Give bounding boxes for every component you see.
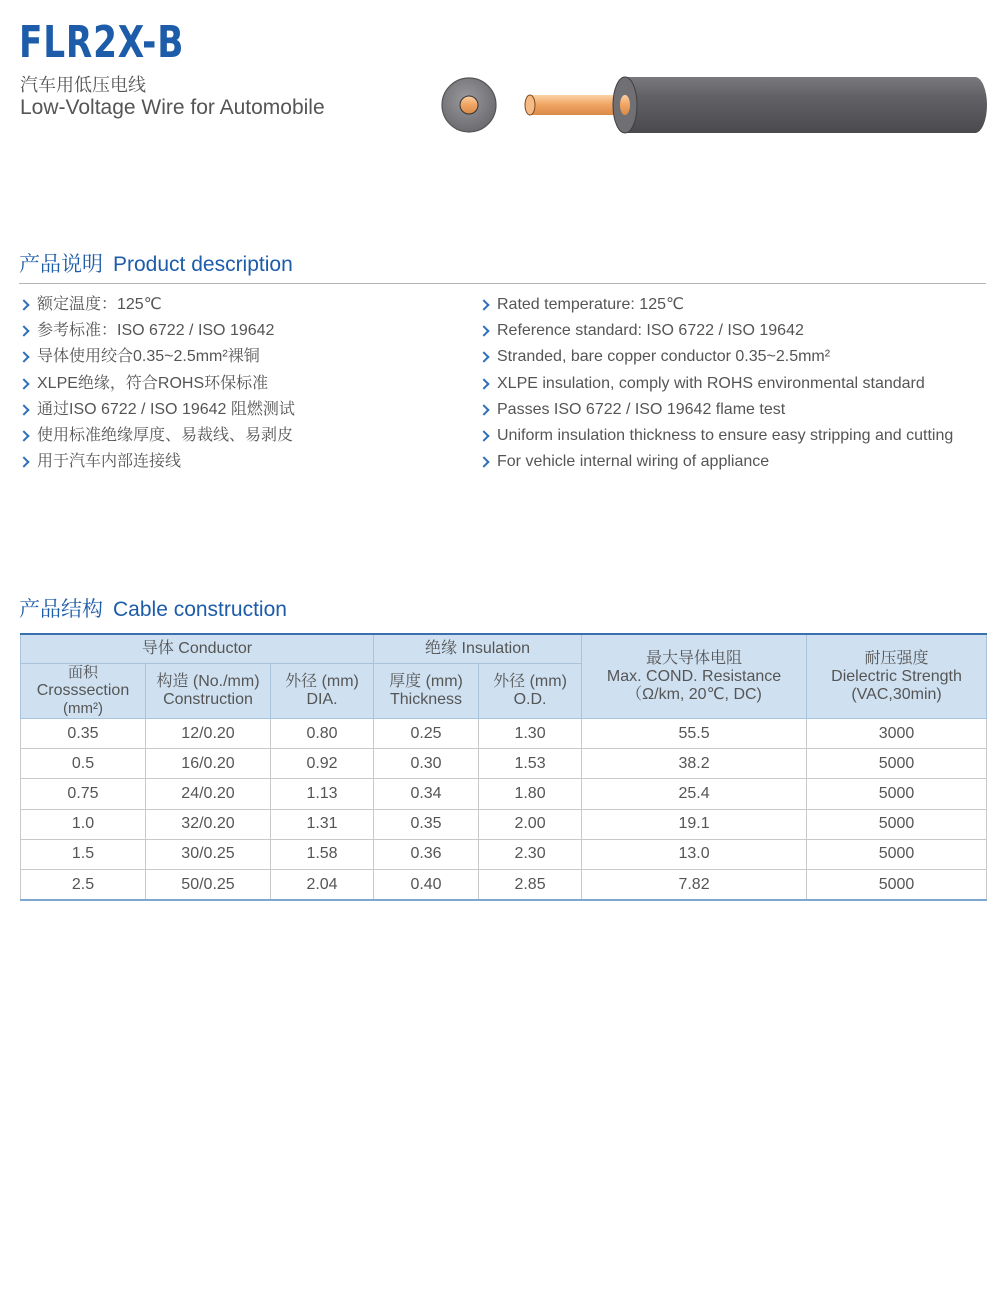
description-divider bbox=[19, 283, 986, 284]
list-item: 参考标准：ISO 6722 / ISO 19642 bbox=[20, 318, 295, 344]
list-item: Reference standard: ISO 6722 / ISO 19642 bbox=[480, 318, 953, 344]
header-insulation: 绝缘 Insulation bbox=[374, 634, 582, 664]
header-resistance: 最大导体电阻 Max. COND. Resistance （Ω/km, 20℃, DC) bbox=[582, 634, 807, 719]
table-row: 0.35 12/0.20 0.80 0.25 1.30 55.5 3000 bbox=[21, 719, 987, 749]
chevron-right-icon bbox=[18, 404, 29, 415]
chevron-right-icon bbox=[18, 456, 29, 467]
construction-table bbox=[20, 633, 987, 901]
chevron-right-icon bbox=[478, 352, 489, 363]
wire-insulation bbox=[625, 77, 987, 133]
table-row: 0.75 24/0.20 1.13 0.34 1.80 25.4 5000 bbox=[21, 779, 987, 809]
chevron-right-icon bbox=[478, 378, 489, 389]
description-list-cn bbox=[20, 292, 295, 475]
list-item: 导体使用绞合0.35~2.5mm²裸铜 bbox=[20, 344, 295, 370]
table-row: 2.5 50/0.25 2.04 0.40 2.85 7.82 5000 bbox=[21, 869, 987, 900]
list-item: Rated temperature: 125℃ bbox=[480, 292, 953, 318]
header-construction: 构造 (No./mm) Construction bbox=[146, 664, 271, 719]
chevron-right-icon bbox=[478, 404, 489, 415]
chevron-right-icon bbox=[18, 299, 29, 310]
description-title bbox=[19, 252, 293, 278]
header-dielectric: 耐压强度 Dielectric Strength (VAC,30min) bbox=[807, 634, 987, 719]
wire-illustration bbox=[435, 70, 995, 140]
list-item: XLPE insulation, comply with ROHS environmental standard bbox=[480, 371, 953, 397]
header-conductor: 导体 Conductor bbox=[21, 634, 374, 664]
construction-title-en: Cable construction bbox=[113, 598, 287, 621]
subtitle-en: Low-Voltage Wire for Automobile bbox=[20, 96, 325, 119]
header-dia: 外径 (mm) DIA. bbox=[271, 664, 374, 719]
description-title-cn: 产品说明 bbox=[19, 253, 103, 276]
chevron-right-icon bbox=[478, 299, 489, 310]
table-row: 1.5 30/0.25 1.58 0.36 2.30 13.0 5000 bbox=[21, 839, 987, 869]
table-row: 0.5 16/0.20 0.92 0.30 1.53 38.2 5000 bbox=[21, 749, 987, 779]
list-item: Passes ISO 6722 / ISO 19642 flame test bbox=[480, 397, 953, 423]
product-model: FLR2X-B bbox=[19, 17, 185, 68]
cross-section-conductor bbox=[460, 96, 478, 114]
chevron-right-icon bbox=[18, 430, 29, 441]
chevron-right-icon bbox=[478, 456, 489, 467]
chevron-right-icon bbox=[478, 326, 489, 337]
list-item: Uniform insulation thickness to ensure easy stripping and cutting bbox=[480, 423, 953, 449]
subtitle-cn: 汽车用低压电线 bbox=[20, 75, 146, 95]
list-item: 用于汽车内部连接线 bbox=[20, 449, 295, 475]
copper-conductor bbox=[530, 95, 622, 115]
list-item: Stranded, bare copper conductor 0.35~2.5mm² bbox=[480, 344, 953, 370]
construction-title bbox=[19, 597, 287, 623]
list-item: 通过ISO 6722 / ISO 19642 阻燃测试 bbox=[20, 397, 295, 423]
list-item: 额定温度：125℃ bbox=[20, 292, 295, 318]
header-crosssection: 面积 Crosssection (mm²) bbox=[21, 664, 146, 719]
list-item: For vehicle internal wiring of appliance bbox=[480, 449, 953, 475]
chevron-right-icon bbox=[18, 352, 29, 363]
header-thickness: 厚度 (mm) Thickness bbox=[374, 664, 479, 719]
list-item: XLPE绝缘，符合ROHS环保标准 bbox=[20, 371, 295, 397]
table-row: 1.0 32/0.20 1.31 0.35 2.00 19.1 5000 bbox=[21, 809, 987, 839]
chevron-right-icon bbox=[18, 378, 29, 389]
description-list-en bbox=[480, 292, 953, 475]
header-od: 外径 (mm) O.D. bbox=[479, 664, 582, 719]
description-title-en: Product description bbox=[113, 253, 293, 276]
chevron-right-icon bbox=[478, 430, 489, 441]
construction-title-cn: 产品结构 bbox=[19, 598, 103, 621]
chevron-right-icon bbox=[18, 326, 29, 337]
list-item: 使用标准绝缘厚度、易裁线、易剥皮 bbox=[20, 423, 295, 449]
